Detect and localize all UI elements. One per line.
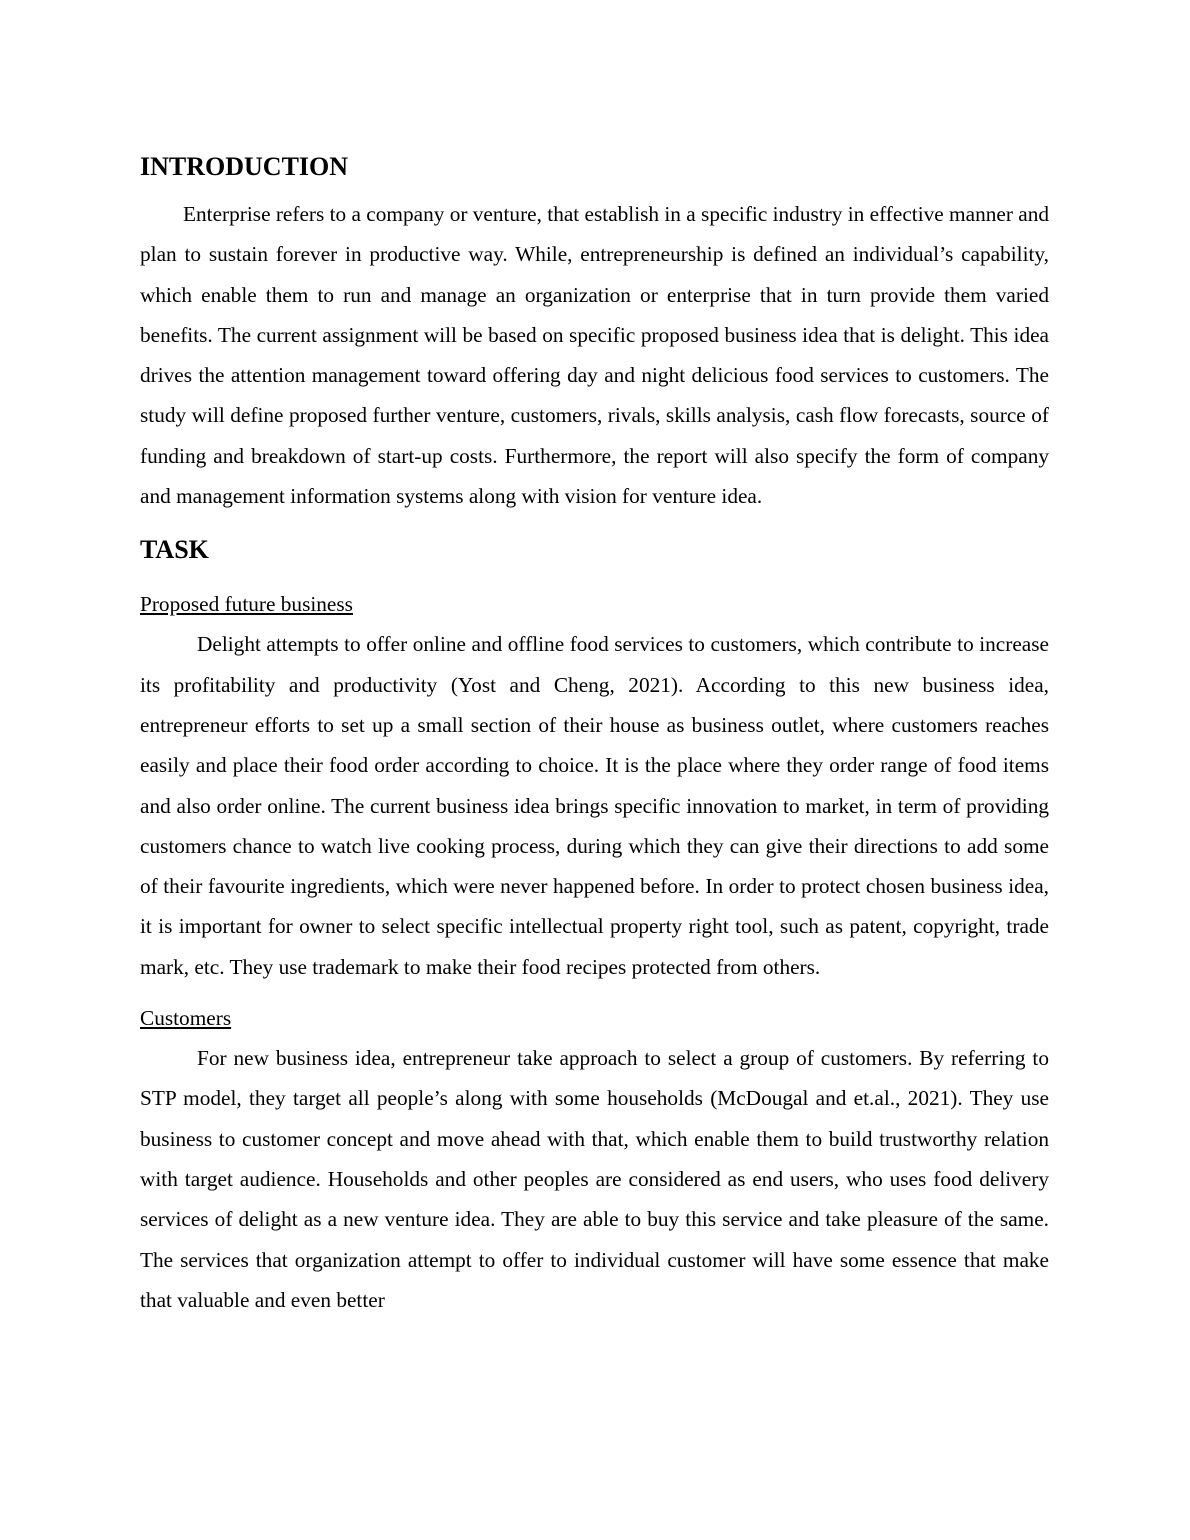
proposed-business-subheading: Proposed future business [140,592,353,617]
proposed-business-paragraph: Delight attempts to offer online and offline food services to customers, which contribute to increase its profitability and productivity (Yost and Cheng, 2021). According to this new business idea, entrepreneur efforts to set up a small section of their house as business outlet, where customers reaches easily and place their food order according to choice. It is the place where they order range of food items and also order online. The current business idea brings specific innovation to market, in term of providing customers chance to watch live cooking process, during which they can give their directions to add some of their favourite ingredients, which were never happened before. In order to protect chosen business idea, it is important for owner to select specific intellectual property right tool, such as patent, copyright, trade mark, etc. They use trademark to make their food recipes protected from others. [140,632,1049,979]
customers-paragraph: For new business idea, entrepreneur take approach to select a group of customers. By referring to STP model, they target all people’s along with some households (McDougal and et.al., 2021). They use business to customer concept and move ahead with that, which enable them to build trustworthy relation with target audience. Households and other peoples are considered as end users, who uses food delivery services of delight as a new venture idea. They are able to buy this service and take pleasure of the same. The services that organization attempt to offer to individual customer will have some essence that make that valuable and even better [140,1046,1049,1312]
task-heading: TASK [140,535,209,565]
introduction-paragraph: Enterprise refers to a company or venture, that establish in a specific industry in effective manner and plan to sustain forever in productive way. While, entrepreneurship is defined an individual’s capability, which enable them to run and manage an organization or enterprise that in turn provide them varied benefits. The current assignment will be based on specific proposed business idea that is delight. This idea drives the attention management toward offering day and night delicious food services to customers. The study will define proposed further venture, customers, rivals, skills analysis, cash flow forecasts, source of funding and breakdown of start-up costs. Furthermore, the report will also specify the form of company and management information systems along with vision for venture idea. [140,202,1049,509]
document-page [140,150,1049,1320]
customers-subheading: Customers [140,1006,232,1031]
introduction-heading: INTRODUCTION [140,152,349,181]
